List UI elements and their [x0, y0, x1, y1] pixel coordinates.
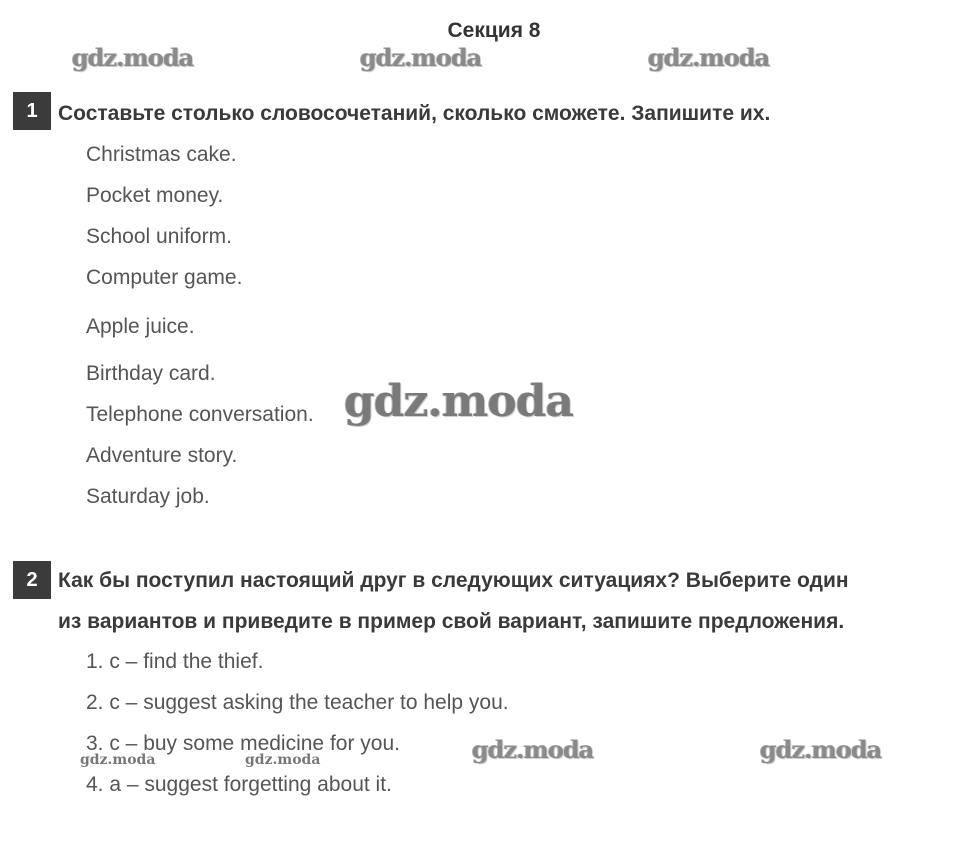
watermark: gdz.moda	[648, 43, 770, 72]
watermark: gdz.moda	[360, 43, 482, 72]
answer-item: 2. c – suggest asking the teacher to help you.	[86, 691, 509, 714]
answer-item: School uniform.	[86, 225, 232, 248]
watermark: gdz.moda	[344, 376, 574, 427]
answer-item: Telephone conversation.	[86, 403, 314, 426]
answer-item: Computer game.	[86, 266, 243, 289]
answer-item: 3. c – buy some medicine for you.	[86, 732, 400, 755]
answer-item: Birthday card.	[86, 362, 216, 385]
task-instruction: Как бы поступил настоящий друг в следующих ситуациях? Выберите один	[58, 569, 849, 592]
watermark: gdz.moda	[760, 735, 882, 764]
answer-item: Christmas cake.	[86, 143, 237, 166]
task-instruction: из вариантов и приведите в пример свой вариант, запишите предложения.	[58, 610, 845, 633]
section-title: Секция 8	[447, 19, 541, 42]
watermark: gdz.moda	[472, 735, 594, 764]
answer-item: 4. a – suggest forgetting about it.	[86, 773, 392, 796]
watermark: gdz.moda	[245, 752, 321, 768]
watermark: gdz.moda	[80, 752, 156, 768]
answer-item: 1. c – find the thief.	[86, 650, 264, 673]
answer-item: Pocket money.	[86, 184, 224, 207]
task-instruction: Составьте столько словосочетаний, сколько сможете. Запишите их.	[58, 102, 771, 125]
answer-item: Apple juice.	[86, 315, 195, 338]
watermark: gdz.moda	[72, 43, 194, 72]
answer-item: Saturday job.	[86, 485, 210, 508]
answer-item: Adventure story.	[86, 444, 238, 467]
task-number-badge: 1	[13, 92, 51, 130]
task-number-badge: 2	[13, 561, 51, 599]
